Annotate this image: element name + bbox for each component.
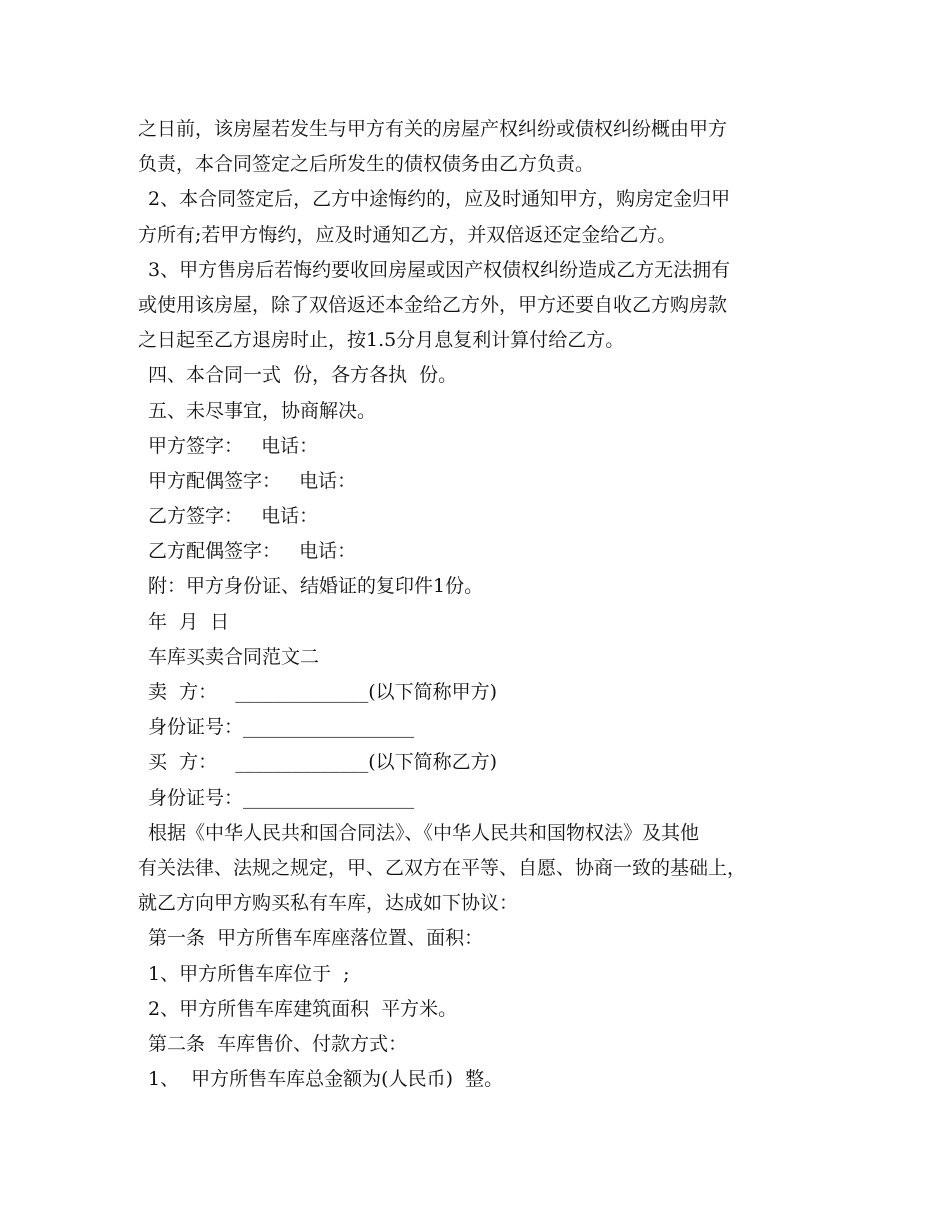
article-heading: 第二条 车库售价、付款方式： — [148, 1032, 408, 1055]
text-line: 负责，本合同签定之后所发生的债权债务由乙方负责。 — [138, 153, 595, 176]
buyer-id-line: 身份证号：__________________ — [148, 786, 415, 809]
text-line: 方所有;若甲方悔约，应及时通知乙方，并双倍返还定金给乙方。 — [138, 223, 677, 246]
date-line: 年 月 日 — [148, 610, 230, 633]
text-line: 就乙方向甲方购买私有车库，达成如下协议： — [138, 892, 519, 915]
seller-line: 卖 方： ______________(以下简称甲方) — [148, 681, 498, 703]
document-body — [138, 112, 838, 1097]
attachment-note: 附：甲方身份证、结婚证的复印件1份。 — [148, 575, 484, 598]
text-line: 1、甲方所售车库位于 ; — [148, 962, 350, 985]
text-line: 2、本合同签定后，乙方中途悔约的，应及时通知甲方，购房定金归甲 — [148, 188, 731, 211]
text-line: 五、未尽事宜，协商解决。 — [148, 399, 377, 422]
text-line: 之日起至乙方退房时止，按1.5分月息复利计算付给乙方。 — [138, 329, 625, 352]
article-heading: 第一条 甲方所售车库座落位置、面积： — [148, 927, 484, 950]
text-line: 或使用该房屋，除了双倍返还本金给乙方外，甲方还要自收乙方购房款 — [138, 293, 728, 316]
text-line: 3、甲方售房后若悔约要收回房屋或因产权债权纠纷造成乙方无法拥有 — [148, 258, 731, 281]
text-line: 2、甲方所售车库建筑面积 平方米。 — [148, 997, 458, 1020]
text-line: 根据《中华人民共和国合同法》、《中华人民共和国物权法》及其他 — [148, 821, 700, 844]
text-line: 1、 甲方所售车库总金额为(人民币) 整。 — [148, 1068, 504, 1091]
text-line: 有关法律、法规之规定，甲、乙双方在平等、自愿、协商一致的基础上， — [138, 856, 747, 879]
signature-line-party-a: 甲方签字： 电话： — [148, 434, 319, 457]
seller-id-line: 身份证号：__________________ — [148, 716, 415, 739]
text-line: 之日前，该房屋若发生与甲方有关的房屋产权纠纷或债权纠纷概由甲方 — [138, 118, 728, 140]
text-line: 四、本合同一式 份，各方各执 份。 — [148, 364, 458, 387]
section-title: 车库买卖合同范文二 — [148, 645, 320, 668]
buyer-line: 买 方： ______________(以下简称乙方) — [148, 751, 498, 774]
signature-line-party-a-spouse: 甲方配偶签字： 电话： — [148, 469, 357, 492]
signature-line-party-b-spouse: 乙方配偶签字： 电话： — [148, 540, 357, 563]
signature-line-party-b: 乙方签字： 电话： — [148, 505, 319, 528]
